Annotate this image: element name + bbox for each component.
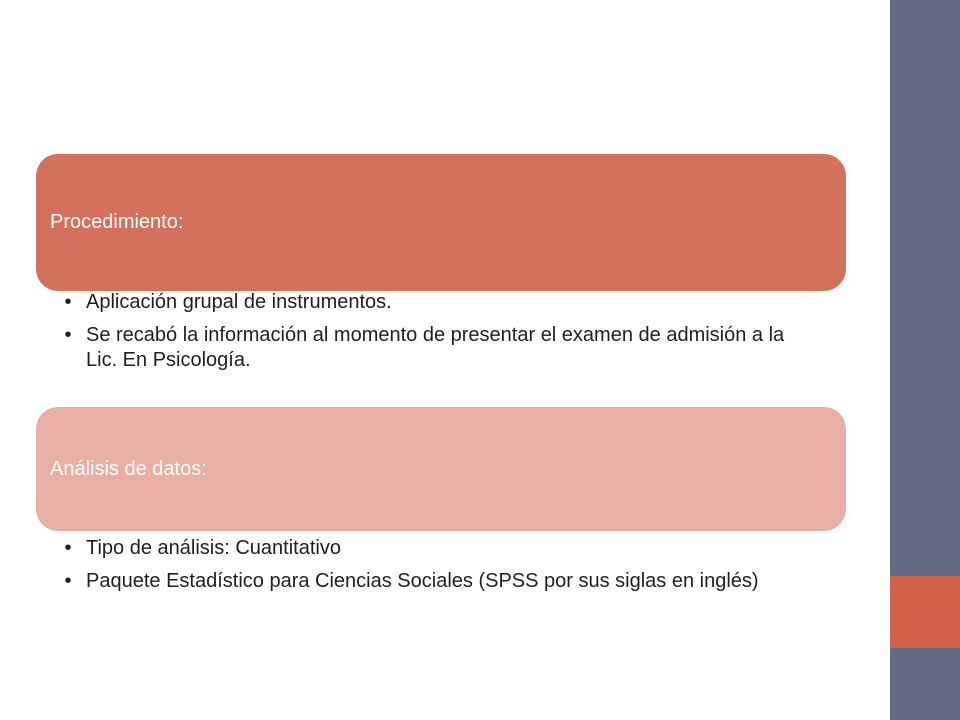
section-heading: Análisis de datos:	[50, 457, 207, 480]
bullet-dot-icon: •	[64, 537, 72, 559]
sidebar-accent-block	[890, 576, 960, 648]
bullet-dot-icon: •	[64, 291, 72, 313]
list-item	[60, 536, 800, 561]
bullet-text: Paquete Estadístico para Ciencias Sociales (SPSS por sus siglas en inglés)	[86, 570, 759, 592]
bullet-text: Se recabó la información al momento de presentar el examen de admisión a la Lic. En Psicología.	[86, 324, 785, 371]
bullet-list-procedimiento	[60, 290, 800, 381]
section-header-procedimiento	[36, 154, 846, 291]
section-header-analisis	[36, 407, 846, 531]
bullet-text: Aplicación grupal de instrumentos.	[86, 291, 392, 313]
bullet-dot-icon: •	[64, 570, 72, 592]
bullet-dot-icon: •	[64, 324, 72, 346]
list-item	[60, 290, 800, 315]
list-item	[60, 323, 800, 373]
bullet-text: Tipo de análisis: Cuantitativo	[86, 537, 341, 559]
bullet-list-analisis	[60, 536, 800, 602]
section-heading: Procedimiento:	[50, 211, 184, 233]
list-item	[60, 569, 800, 594]
